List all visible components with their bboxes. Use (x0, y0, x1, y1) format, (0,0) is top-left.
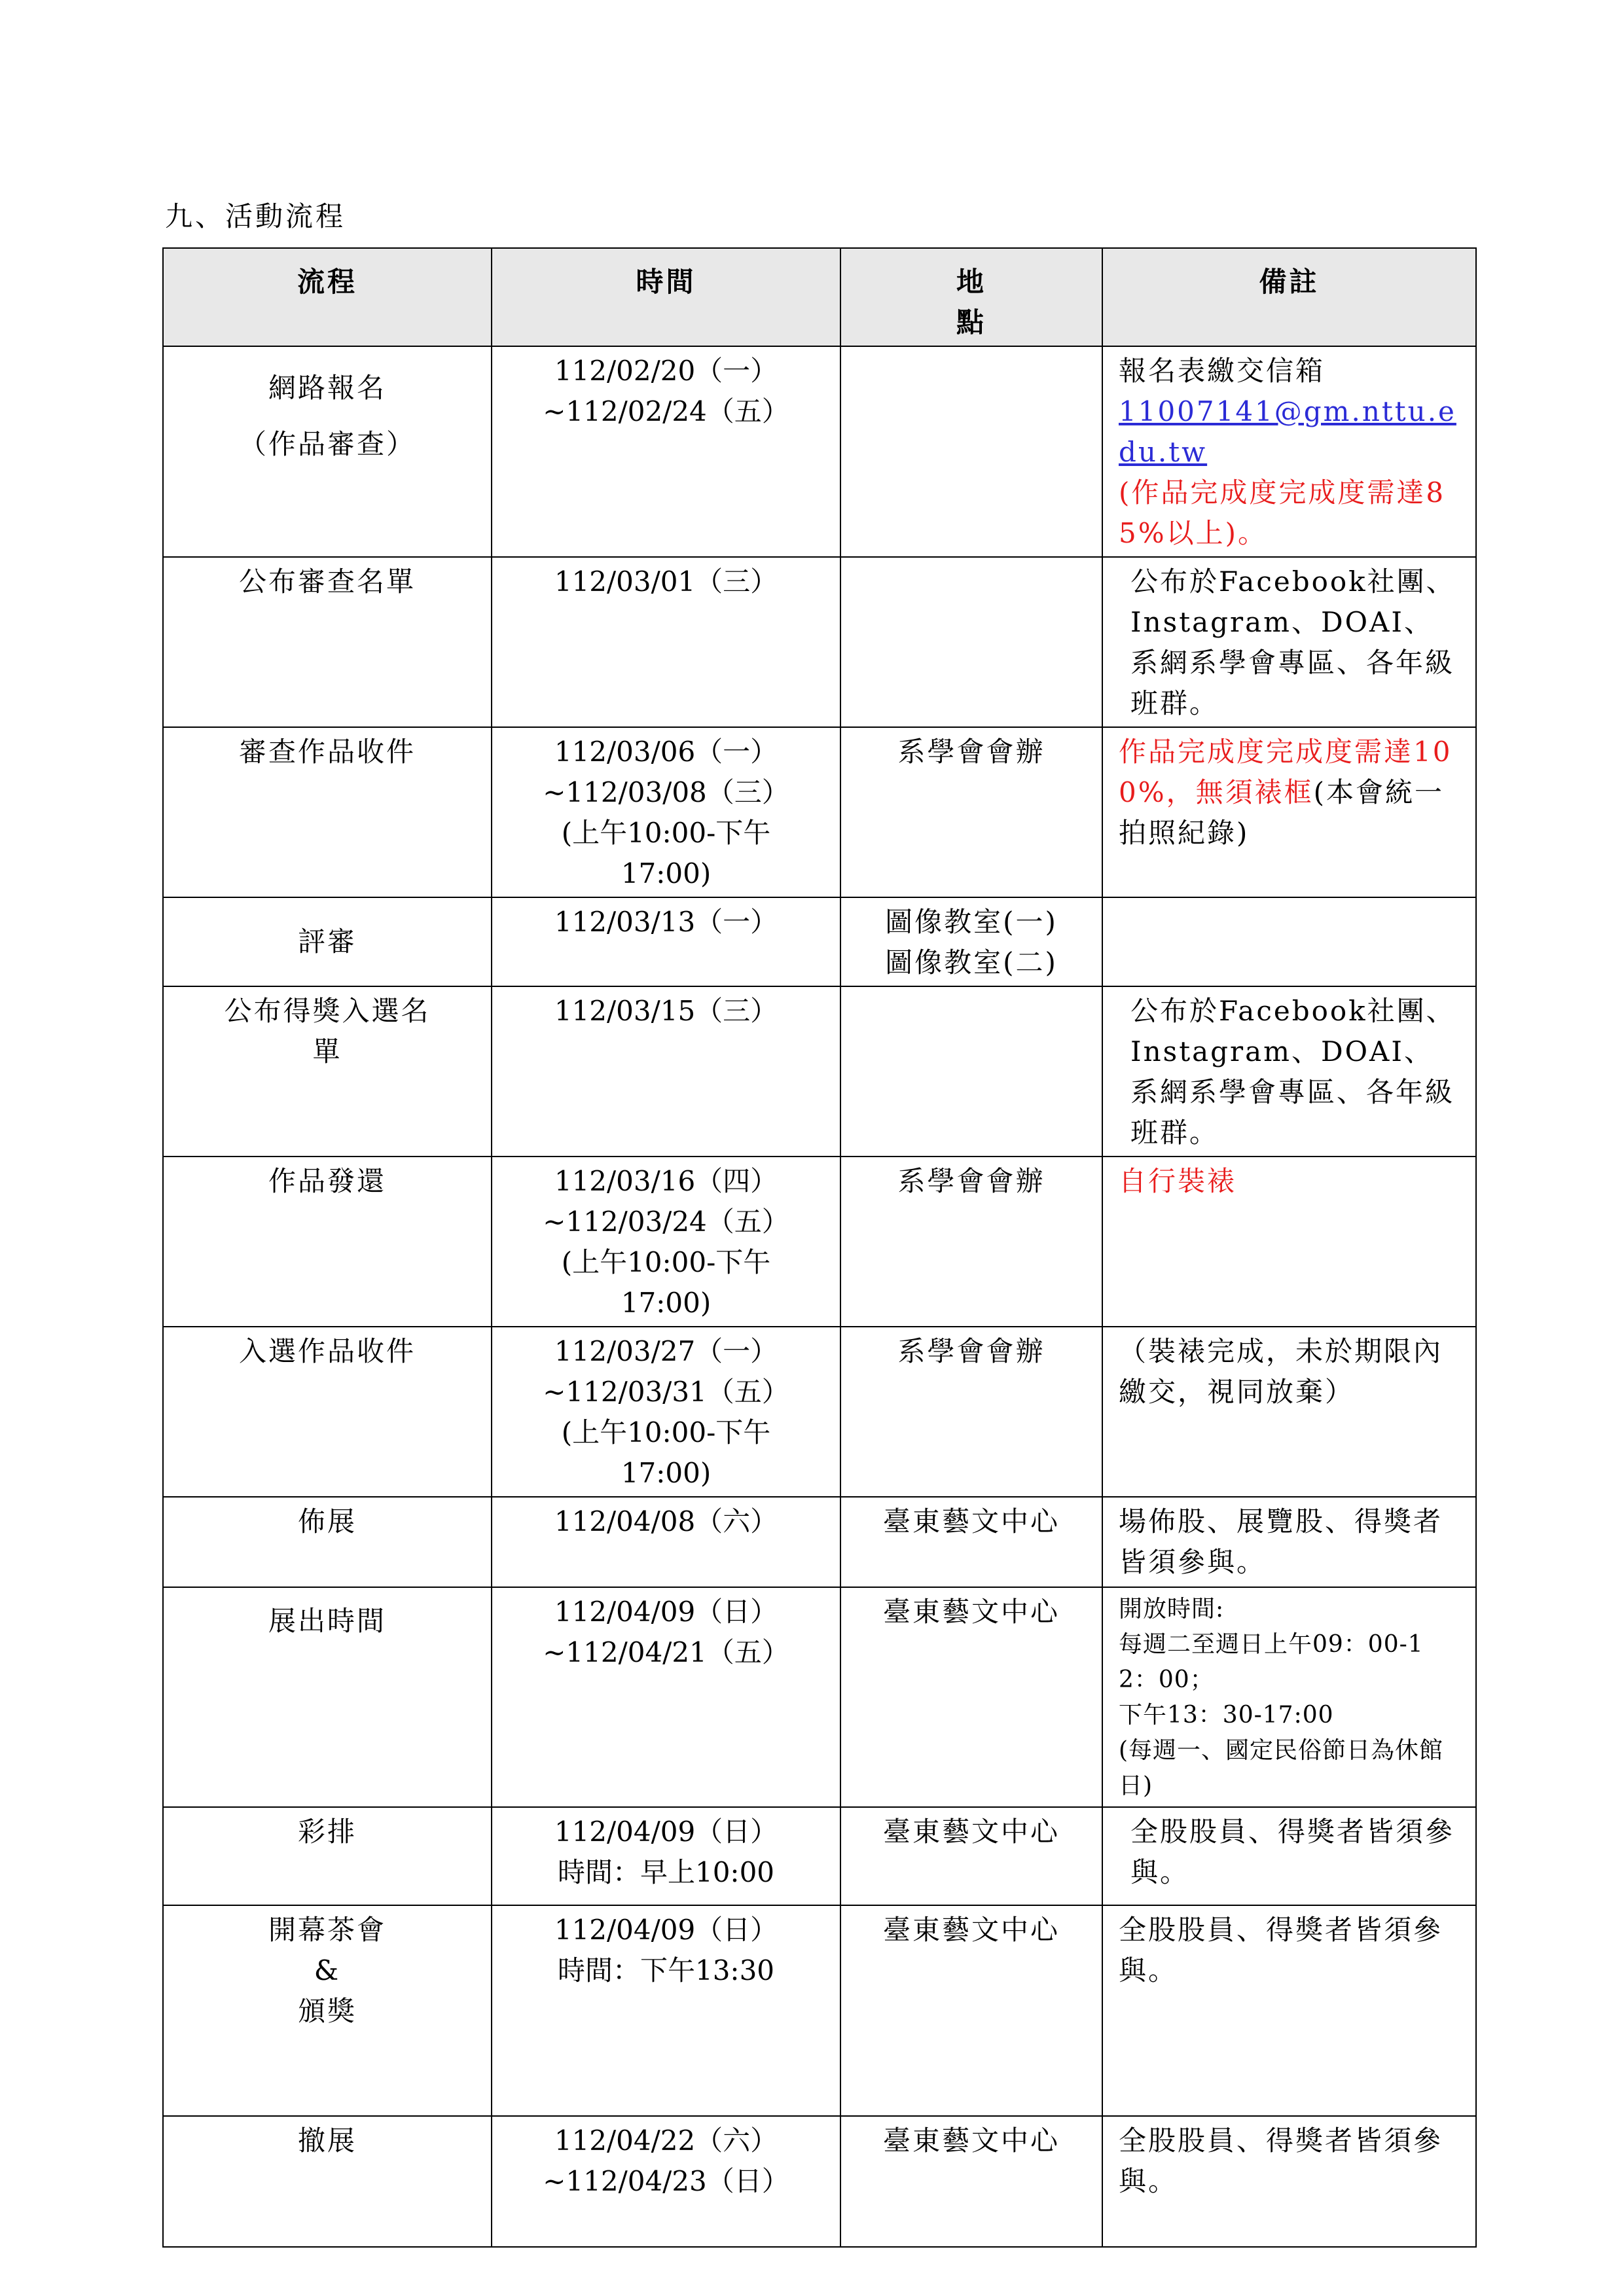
flow-cell-line: 佈展 (297, 1505, 357, 1537)
place-cell (840, 557, 1102, 727)
time-cell-line: 112/03/06（一） (554, 736, 778, 768)
note-cell (1102, 1327, 1476, 1497)
time-cell (492, 1497, 840, 1587)
flow-cell-line: 公布審查名單 (238, 565, 416, 598)
flow-cell (163, 1157, 492, 1327)
table-row (163, 1807, 1476, 1905)
note-text: 全股股員、得獎者皆須參與。 (1130, 1816, 1455, 1888)
flow-cell (163, 1327, 492, 1497)
time-cell (492, 727, 840, 897)
note-highlight: (作品完成度完成度需達85%以上)。 (1119, 476, 1446, 549)
note-text: 全股股員、得獎者皆須參與。 (1119, 2125, 1443, 2197)
email-link[interactable]: 11007141@gm.nttu.edu.tw (1119, 395, 1456, 468)
note-text: 公布於Facebook社團、Instagram、DOAI、系網系學會專區、各年級班群。 (1130, 995, 1456, 1149)
place-cell-line: 圖像教室(二) (885, 946, 1058, 978)
time-cell-line: ~112/04/23（日） (543, 2165, 789, 2197)
time-cell-line: 112/02/20（一） (554, 355, 778, 387)
note-cell (1102, 1587, 1476, 1807)
flow-cell-line: 單 (312, 1035, 342, 1067)
flow-cell (163, 727, 492, 897)
time-cell (492, 986, 840, 1157)
time-cell (492, 1905, 840, 2116)
place-cell (840, 346, 1102, 557)
table-row (163, 2116, 1476, 2247)
place-cell-line: 系學會會辦 (897, 1165, 1045, 1197)
time-cell-line: 112/04/22（六） (554, 2125, 778, 2157)
time-cell-line: 112/04/09（日） (554, 1914, 778, 1946)
flow-cell-line: 展出時間 (268, 1605, 386, 1637)
table-row (163, 897, 1476, 986)
time-cell (492, 346, 840, 557)
place-cell (840, 897, 1102, 986)
table-row (163, 1157, 1476, 1327)
note-text: 下午13：30-17:00 (1119, 1702, 1334, 1729)
table-header-row (163, 248, 1476, 346)
time-cell-line: 112/04/08（六） (554, 1505, 778, 1537)
table-row (163, 1497, 1476, 1587)
place-cell (840, 1807, 1102, 1905)
flow-cell (163, 1807, 492, 1905)
time-cell (492, 557, 840, 727)
flow-cell (163, 1587, 492, 1807)
flow-cell (163, 897, 492, 986)
time-cell-line: 112/04/09（日） (554, 1816, 778, 1848)
place-cell-line: 系學會會辦 (897, 736, 1045, 768)
time-cell-line: 112/03/13（一） (554, 906, 778, 938)
place-cell-line: 臺東藝文中心 (882, 1596, 1060, 1628)
note-highlight: 作品完成度完成度需達100%，無須裱框 (1119, 736, 1453, 808)
place-cell (840, 1497, 1102, 1587)
flow-cell-line: 頒獎 (297, 1995, 357, 2027)
time-cell-line: 112/03/27（一） (554, 1335, 778, 1367)
note-text: 每週二至週日上午09：00-12：00； (1119, 1631, 1424, 1693)
header-place-line: 地 點 (956, 266, 986, 338)
time-cell-line: (上午10:00-下午 (561, 1416, 771, 1448)
note-cell (1102, 1157, 1476, 1327)
time-cell-line: 17:00) (621, 857, 712, 889)
time-cell-line: 112/03/16（四） (554, 1165, 778, 1197)
table-row (163, 346, 1476, 557)
header-note: 備註 (1102, 248, 1476, 346)
flow-cell-line: 撤展 (297, 2125, 357, 2157)
place-cell (840, 1157, 1102, 1327)
time-cell (492, 1327, 840, 1497)
time-cell-line: 時間：早上10:00 (557, 1856, 775, 1888)
note-text: 場佈股、展覽股、得獎者皆須參與。 (1119, 1505, 1443, 1578)
place-cell (840, 1587, 1102, 1807)
time-cell-line: (上午10:00-下午 (561, 817, 771, 849)
note-cell (1102, 1807, 1476, 1905)
time-cell-line: 112/03/15（三） (554, 995, 778, 1027)
time-cell (492, 1157, 840, 1327)
header-place (840, 248, 1102, 346)
note-text: 開放時間: (1119, 1596, 1225, 1623)
flow-cell-line: 開幕茶會 (268, 1914, 386, 1946)
place-cell-line: 臺東藝文中心 (882, 1816, 1060, 1848)
flow-cell (163, 346, 492, 557)
note-text: (本會統一拍照紀錄) (1119, 776, 1445, 849)
place-cell (840, 727, 1102, 897)
table-row (163, 557, 1476, 727)
time-cell-line: ~112/03/08（三） (543, 776, 789, 808)
note-text: （裝裱完成，未於期限內繳交，視同放棄） (1119, 1335, 1443, 1408)
place-cell-line: 臺東藝文中心 (882, 1505, 1060, 1537)
flow-cell-line: & (314, 1954, 341, 1986)
time-cell-line: 112/04/09（日） (554, 1596, 778, 1628)
table-row (163, 1327, 1476, 1497)
time-cell-line: (上午10:00-下午 (561, 1246, 771, 1278)
note-text: 報名表繳交信箱 (1119, 355, 1326, 387)
flow-cell-line: 彩排 (297, 1816, 357, 1848)
time-cell-line: ~112/03/24（五） (543, 1206, 789, 1238)
note-cell (1102, 727, 1476, 897)
note-text: 全股股員、得獎者皆須參與。 (1119, 1914, 1443, 1986)
flow-cell-line: 網路報名 (268, 372, 386, 404)
schedule-table (162, 247, 1477, 2248)
time-cell-line: 時間：下午13:30 (557, 1954, 775, 1986)
flow-cell-line: 審查作品收件 (238, 736, 416, 768)
table-row (163, 727, 1476, 897)
flow-cell-line: 評審 (297, 925, 357, 958)
table-row (163, 1587, 1476, 1807)
note-text: 公布於Facebook社團、Instagram、DOAI、系網系學會專區、各年級班群。 (1130, 565, 1456, 719)
time-cell (492, 897, 840, 986)
note-cell (1102, 986, 1476, 1157)
flow-cell-line: 入選作品收件 (238, 1335, 416, 1367)
flow-cell-line: 作品發還 (268, 1165, 386, 1197)
time-cell-line: 112/03/01（三） (554, 565, 778, 598)
table-row (163, 1905, 1476, 2116)
flow-cell (163, 1497, 492, 1587)
note-cell (1102, 897, 1476, 986)
note-cell (1102, 346, 1476, 557)
section-heading: 九、活動流程 (165, 200, 346, 232)
flow-cell (163, 1905, 492, 2116)
flow-cell (163, 2116, 492, 2247)
table-row (163, 986, 1476, 1157)
time-cell (492, 1587, 840, 1807)
time-cell-line: ~112/03/31（五） (543, 1376, 789, 1408)
time-cell (492, 1807, 840, 1905)
note-highlight: 自行裝裱 (1119, 1165, 1237, 1197)
note-cell (1102, 557, 1476, 727)
time-cell-line: 17:00) (621, 1457, 712, 1489)
time-cell-line: ~112/04/21（五） (543, 1636, 789, 1668)
flow-cell (163, 986, 492, 1157)
place-cell (840, 2116, 1102, 2247)
flow-cell-line: 公布得獎入選名 (224, 995, 431, 1027)
time-cell-line: ~112/02/24（五） (543, 395, 789, 427)
flow-cell (163, 557, 492, 727)
header-flow: 流程 (163, 248, 492, 346)
place-cell-line: 臺東藝文中心 (882, 1914, 1060, 1946)
note-text: (每週一、國定民俗節日為休館日) (1119, 1737, 1444, 1799)
place-cell (840, 1905, 1102, 2116)
header-time: 時間 (492, 248, 840, 346)
time-cell (492, 2116, 840, 2247)
place-cell (840, 986, 1102, 1157)
note-cell (1102, 1497, 1476, 1587)
place-cell-line: 臺東藝文中心 (882, 2125, 1060, 2157)
place-cell-line: 系學會會辦 (897, 1335, 1045, 1367)
flow-cell-line: （作品審查） (238, 428, 416, 460)
note-cell (1102, 2116, 1476, 2247)
place-cell-line: 圖像教室(一) (885, 906, 1058, 938)
place-cell (840, 1327, 1102, 1497)
note-cell (1102, 1905, 1476, 2116)
time-cell-line: 17:00) (621, 1287, 712, 1319)
